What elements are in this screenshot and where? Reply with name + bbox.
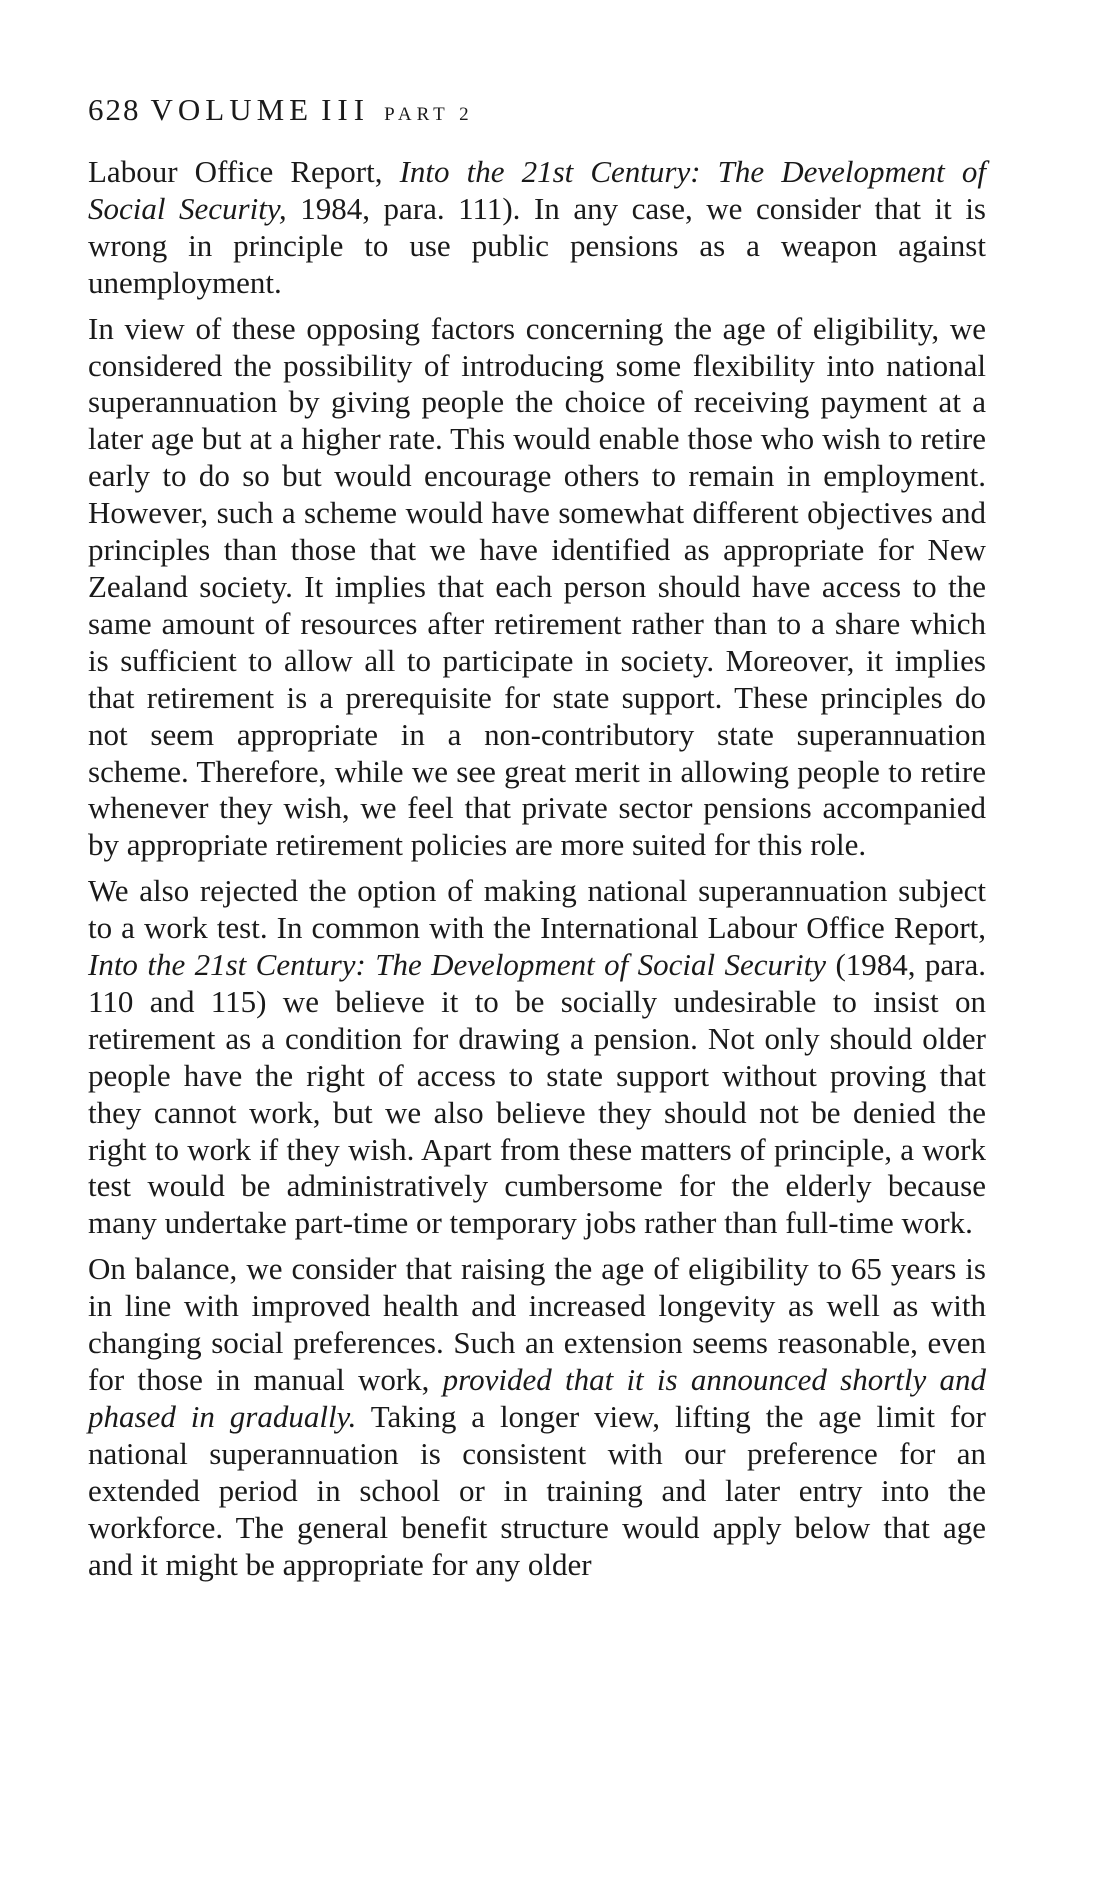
text-segment: Labour Office Report, (88, 154, 400, 189)
body-text (88, 154, 986, 1583)
part-label: PART 2 (384, 104, 474, 125)
italic-emphasis: provided that it is announced shortly and phased in gradually. (88, 1362, 986, 1434)
volume-label: VOLUME (150, 92, 314, 127)
italic-title: Into the 21st Century: The Development of Social Security (88, 947, 827, 983)
text-segment: Taking a longer view, lifting the age limit for national superannuation is consistent with our preference for an extended period in school or in training and later entry into the workforce. The general benefit structure would apply below that age and it might be appropriate for any older (88, 1398, 986, 1582)
paragraph-1 (88, 154, 986, 302)
volume-number: III (321, 92, 371, 127)
text-segment: 1984, para. 111). In any case, we consider that it is wrong in principle to use public pensions as a weapon against unemployment. (88, 190, 986, 300)
paragraph-4 (88, 1251, 986, 1583)
page-number: 628 (88, 92, 141, 127)
paragraph-3 (88, 873, 986, 1242)
text-segment: In view of these opposing factors concerning the age of eligibility, we considered the possibility of introducing some flexibility into national superannuation by giving people the choice of receiving payment at a later age but at a higher rate. This would enable those who wish to retire early to do so but would encourage others to remain in employment. However, such a scheme would have somewhat different objectives and principles than those that we have identified as appropriate for New Zealand society. It implies that each person should have access to the same amount of resources after retirement rather than to a share which is sufficient to allow all to participate in society. Moreover, it implies that retirement is a prerequisite for state support. These principles do not seem appropriate in a non-contributory state superannuation scheme. Therefore, while we see great merit in allowing people to retire whenever they wish, we feel that private sector pensions accompanied by appropriate retirement policies are more suited for this role. (88, 310, 986, 863)
running-header (88, 92, 474, 128)
text-segment: We also rejected the option of making national superannuation subject to a work test. In common with the International Labour Office Report, (88, 873, 986, 946)
text-segment: On balance, we consider that raising the age of eligibility to 65 years is in line with improved health and increased longevity as well as with changing social preferences. Such an extension seems reasonable, even for those in manual work, (88, 1251, 986, 1397)
italic-title: Into the 21st Century: The Development of Social Security, (88, 154, 986, 226)
paragraph-2 (88, 311, 986, 865)
text-segment: (1984, para. 110 and 115) we believe it to be socially undesirable to insist on retirement as a condition for drawing a pension. Not only should older people have the right of access to state support without proving that they cannot work, but we also believe they should not be denied the right to work if they wish. Apart from these matters of principle, a work test would be administratively cumbersome for the elderly because many undertake part-time or temporary jobs rather than full-time work. (88, 947, 986, 1241)
